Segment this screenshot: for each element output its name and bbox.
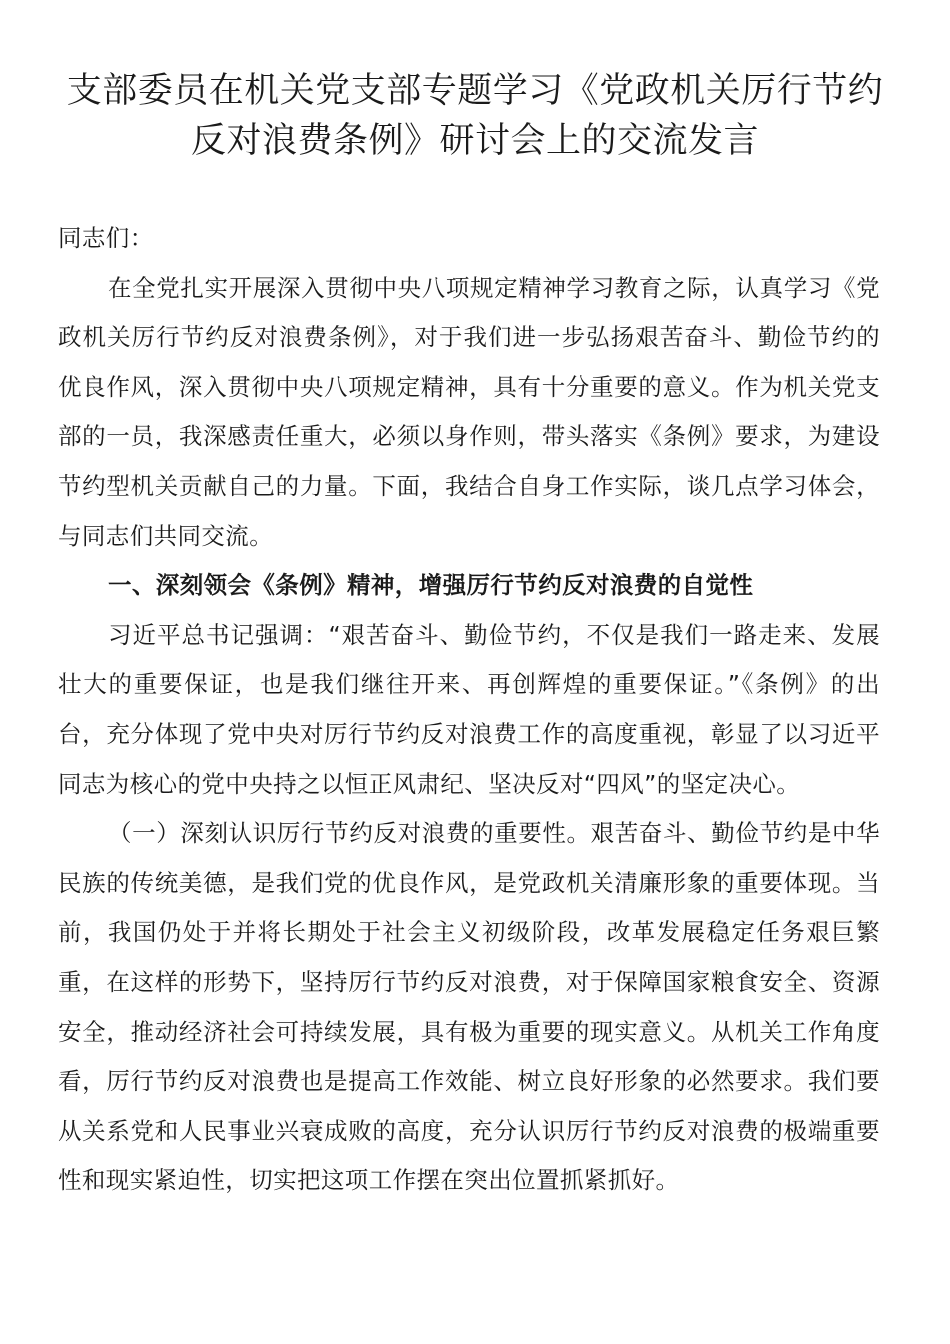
title-line-2: 反对浪费条例》研讨会上的交流发言 [190, 121, 759, 161]
paragraph-subsection-1: （一）深刻认识厉行节约反对浪费的重要性。艰苦奋斗、勤俭节约是中华民族的传统美德，是我们党的优良作风，是党政机关清廉形象的重要体现。当前，我国仍处于并将长期处于社会主义初级阶段，改革发展稳定任务艰巨繁重，在这样的形势下，坚持厉行节约反对浪费，对于保障国家粮食安全、资源安全，推动经济社会可持续发展，具有极为重要的现实意义。从机关工作角度看，厉行节约反对浪费也是提高工作效能、树立良好形象的必然要求。我们要从关系党和人民事业兴衰成败的高度，充分认识厉行节约反对浪费的极端重要性和现实紧迫性，切实把这项工作摆在突出位置抓紧抓好。 [58, 819, 880, 1195]
document-body [58, 214, 880, 1206]
paragraph-intro: 在全党扎实开展深入贯彻中央八项规定精神学习教育之际，认真学习《党政机关厉行节约反对浪费条例》，对于我们进一步弘扬艰苦奋斗、勤俭节约的优良作风，深入贯彻中央八项规定精神，具有十分重要的意义。作为机关党支部的一员，我深感责任重大，必须以身作则，带头落实《条例》要求，为建设节约型机关贡献自己的力量。下面，我结合自身工作实际，谈几点学习体会，与同志们共同交流。 [58, 273, 880, 550]
title-line-1: 支部委员在机关党支部专题学习《党政机关厉行节约 [66, 71, 884, 111]
salutation: 同志们： [58, 224, 154, 252]
section-heading-1: 一、深刻领会《条例》精神，增强厉行节约反对浪费的自觉性 [108, 571, 754, 600]
paragraph-quote: 习近平总书记强调：“艰苦奋斗、勤俭节约，不仅是我们一路走来、发展壮大的重要保证，也是我们继往开来、再创辉煌的重要保证。”《条例》的出台，充分体现了党中央对厉行节约反对浪费工作的高度重视，彰显了以习近平同志为核心的党中央持之以恒正风肃纪、坚决反对“四风”的坚定决心。 [58, 620, 880, 798]
document-title [40, 66, 910, 166]
